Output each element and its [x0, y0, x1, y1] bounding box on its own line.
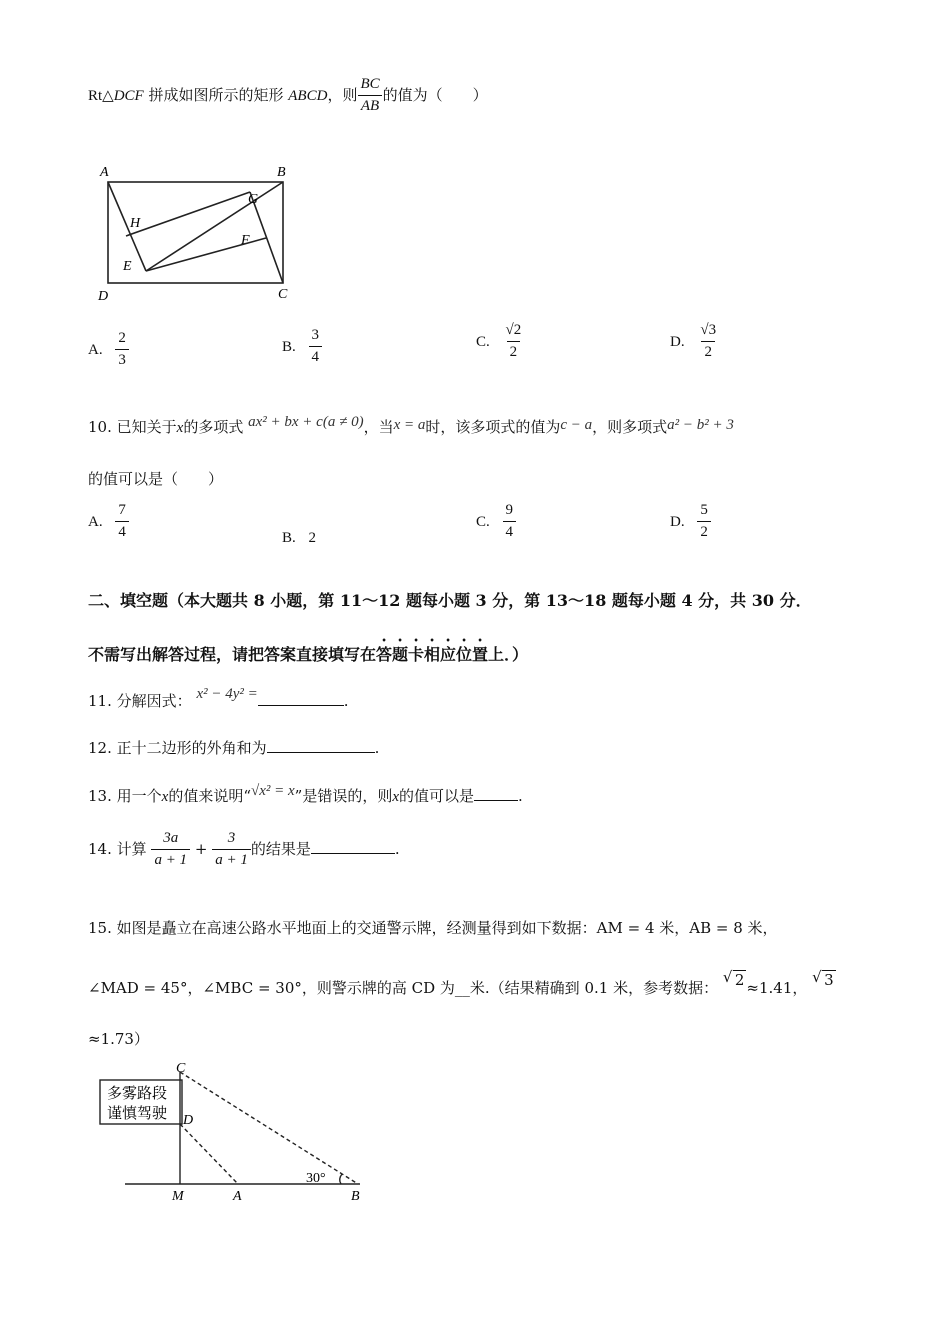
fig9-label-g: G — [248, 192, 259, 207]
q9-option-a[interactable]: A. $\frac{2}{3}$ — [88, 330, 129, 370]
sign-line2: 谨慎驾驶 — [107, 1104, 168, 1122]
sign-line1: 多雾路段 — [107, 1084, 168, 1102]
q10-line2: 的值可以是（ ） — [88, 470, 224, 488]
q10-option-d[interactable]: D. $\frac{5}{2}$ — [670, 502, 711, 542]
q9-option-b[interactable]: B. $\frac{3}{4}$ — [282, 327, 322, 367]
q15-sqrt3: √ 3 — [812, 968, 834, 989]
q9-fraction: $\frac{BC}{AB}$ — [357, 76, 382, 116]
fig15-label-c: C — [176, 1061, 186, 1076]
q10-polynomial: ax² + bx + c(a ≠ 0) — [248, 414, 364, 430]
q10-option-c[interactable]: C. $\frac{9}{4}$ — [476, 502, 516, 542]
fig15-angle-label: 30° — [306, 1171, 326, 1186]
q9-abcd: ABCD — [288, 87, 328, 104]
fig9-label-c: C — [278, 287, 288, 302]
q9-stem-suffix: 的值为（ ） — [382, 85, 488, 104]
q11: 11. 分解因式： x² − 4y² = . — [88, 686, 349, 710]
section2-dotted-text: 答题卡相应位置 — [376, 645, 489, 664]
q13-answer-blank[interactable] — [474, 786, 518, 801]
q15-line2: ∠MAD = 45°，∠MBC = 30°，则警示牌的高 CD 为__米.（结果精确到 0.1 米，参考数据： √ 2 ≈1.41， √ 3 — [88, 968, 834, 997]
q12: 12. 正十二边形的外角和为 . — [88, 739, 380, 757]
fig15-label-b: B — [351, 1189, 360, 1204]
fig15-label-d: D — [183, 1113, 194, 1128]
q9-stem-then: ，则 — [327, 85, 358, 104]
q13: 13. 用一个x的值来说明“√x² = x”是错误的，则x的值可以是 . — [88, 783, 523, 805]
q12-answer-blank[interactable] — [267, 738, 375, 753]
fig15-label-m: M — [172, 1189, 184, 1204]
section2-heading-line2: 不需写出解答过程，请把答案直接填写在答题卡相应位置上．） — [88, 645, 529, 664]
q9-option-d[interactable]: D. $\frac{√3}{2}$ — [670, 322, 717, 361]
q9-rt-triangle: Rt△ — [88, 87, 114, 104]
q9-dcf: DCF — [113, 87, 144, 104]
q9-figure — [95, 158, 300, 308]
fig9-label-h: H — [130, 216, 141, 231]
fig9-label-f: F — [241, 233, 250, 248]
q14: 14. 计算 $\frac{3a}{a + 1}$ + $\frac{3}{a + 1}$ 的结果是 . — [88, 830, 400, 869]
q13-sqrt-expression: √x² = x — [251, 783, 295, 799]
section2-heading-line1: 二、填空题（本大题共 8 小题，第 11～12 题每小题 3 分，第 13～18 题每小题 4 分，共 30 分． — [88, 591, 812, 610]
fig15-label-a: A — [233, 1189, 242, 1204]
fig9-label-e: E — [123, 259, 132, 274]
q11-answer-blank[interactable] — [258, 691, 344, 706]
fig9-label-a: A — [100, 165, 109, 180]
q9-stem — [88, 76, 488, 116]
q15-sqrt2: √ 2 — [722, 968, 745, 989]
fig9-label-b: B — [277, 165, 286, 180]
q9-stem-mid: 拼成如图所示的矩形 — [143, 85, 289, 104]
q10-option-b[interactable]: B. 2 — [282, 530, 317, 546]
q9-option-c[interactable]: C. $\frac{√2}{2}$ — [476, 322, 522, 361]
fig9-label-d: D — [98, 289, 109, 304]
q15-line3: ≈1.73） — [88, 1030, 149, 1048]
q10-stem: 10. 已知关于x的多项式 ax² + bx + c(a ≠ 0)，当x = a时，该多项式的值为c − a，则多项式a² − b² + 3 — [88, 414, 734, 436]
q15-line1: 15. 如图是矗立在高速公路水平地面上的交通警示牌，经测量得到如下数据：AM = 4 米，AB = 8 米， — [88, 919, 778, 937]
q15-figure — [107, 1058, 380, 1208]
q14-answer-blank[interactable] — [311, 839, 395, 854]
q10-option-a[interactable]: A. $\frac{7}{4}$ — [88, 502, 129, 542]
